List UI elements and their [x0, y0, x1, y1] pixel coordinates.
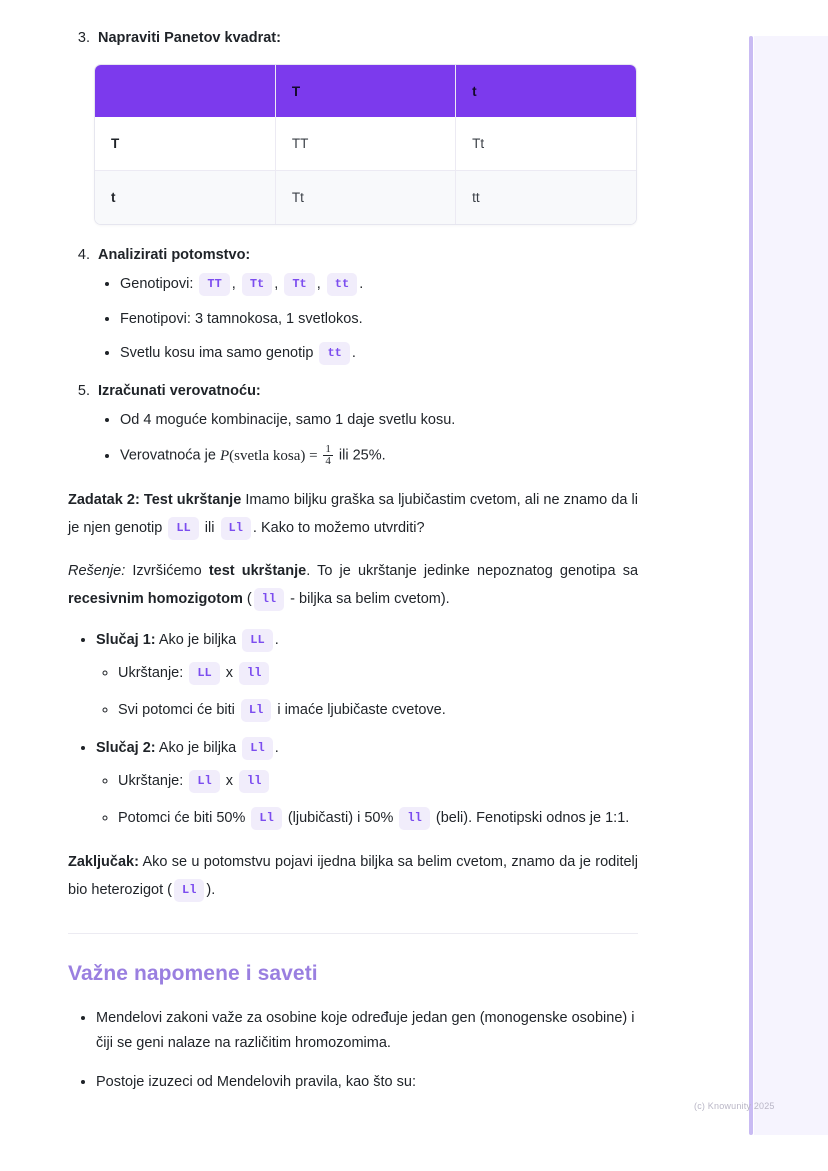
- paren-close: ).: [206, 882, 216, 899]
- list-item-light-hair: [120, 342, 638, 365]
- table-header-t: t: [456, 65, 636, 117]
- offspring-text-post: (beli). Fenotipski odnos je 1:1.: [435, 810, 630, 827]
- case-1-sublist: [96, 662, 638, 722]
- list-item-combinations: • Od 4 moguće kombinacije, samo 1 daje svetlu kosu.: [120, 409, 638, 431]
- table-row: [95, 171, 636, 225]
- table-cell: tt: [456, 171, 636, 225]
- list-item-case-2-offspring: [118, 807, 638, 830]
- table-header-corner: [95, 65, 275, 117]
- conclusion-label: Zaključak:: [68, 854, 139, 871]
- right-side-panel: [754, 36, 828, 1135]
- separator-comma: ,: [274, 276, 279, 292]
- light-hair-text: Svetlu kosu ima samo genotip: [120, 345, 314, 362]
- list-item-case-1-offspring: [118, 699, 638, 722]
- probability-text: Verovatnoća je: [120, 447, 216, 464]
- task2-intro-paragraph: [68, 486, 638, 543]
- table-cell: Tt: [472, 136, 485, 151]
- case-2-period: .: [274, 739, 279, 756]
- code-chip-offspring-b: ll: [399, 807, 429, 830]
- case-1-label: Slučaj 1:: [96, 632, 156, 649]
- sentence-end-period: .: [351, 345, 356, 362]
- copyright-watermark: (c) Knowunity 2025: [694, 1101, 775, 1111]
- code-chip-genotype-tt: tt: [319, 342, 349, 365]
- table-cell: Tt: [275, 171, 455, 225]
- conclusion-text: Ako se u potomstvu pojavi ijedna biljka sa belim cvetom, znamo da je roditelj bio heterozigot: [68, 854, 638, 899]
- math-argument: (svetla kosa): [229, 447, 306, 464]
- fraction-numerator: 1: [325, 442, 331, 455]
- separator-comma: ,: [231, 276, 236, 292]
- punnett-square-table-wrapper: [94, 64, 637, 225]
- scroll-indicator-line[interactable]: [749, 36, 753, 1135]
- task2-intro-text-2: . Kako to možemo utvrditi?: [252, 520, 425, 537]
- case-2-sublist: [96, 770, 638, 830]
- genotypes-label: Genotipovi:: [120, 276, 194, 292]
- conclusion-paragraph: [68, 848, 638, 905]
- paren-open: (: [246, 590, 252, 607]
- notes-section-title: Važne napomene i saveti: [68, 961, 318, 985]
- solution-bold-term-2: recesivnim homozigotom: [68, 590, 243, 607]
- separator-comma: ,: [316, 276, 321, 292]
- table-row: [95, 117, 636, 171]
- step-item-3: [94, 30, 638, 46]
- code-chip-genotype: Tt: [242, 273, 272, 296]
- solution-bold-term: test ukrštanje: [208, 562, 307, 579]
- cross-symbol: x: [225, 665, 233, 682]
- step-4-bullets: [98, 273, 638, 365]
- cross-symbol: x: [225, 772, 233, 789]
- offspring-text: Potomci će biti 50%: [118, 810, 246, 827]
- code-chip-LL: LL: [168, 517, 198, 540]
- table-header-T: T: [275, 65, 455, 117]
- list-item-case-2: [96, 737, 638, 831]
- list-item-phenotypes: • Fenotipovi: 3 tamnokosa, 1 svetlokos.: [120, 308, 638, 330]
- code-chip-case-2-genotype: Ll: [242, 737, 272, 760]
- math-expression-probability: [219, 442, 335, 468]
- step-4-title: Analizirati potomstvo:: [98, 247, 251, 263]
- task2-conjunction: ili: [204, 520, 215, 537]
- code-chip-conclusion-genotype: Ll: [174, 879, 204, 902]
- case-1-period: .: [274, 632, 279, 649]
- code-chip-Ll: Ll: [221, 517, 251, 540]
- case-2-text: Ako je biljka: [158, 739, 237, 756]
- math-equals: =: [309, 447, 318, 464]
- code-chip-offspring: Ll: [241, 699, 271, 722]
- task2-solution-paragraph: [68, 557, 638, 614]
- cross-label: Ukrštanje:: [118, 772, 184, 789]
- code-chip-genotype: Tt: [284, 273, 314, 296]
- solution-text-2: . To je ukrštanje jedinke nepoznatog genotipa sa: [306, 562, 639, 579]
- probability-suffix: ili 25%.: [338, 447, 386, 464]
- code-chip-case-1-genotype: LL: [242, 629, 272, 652]
- table-row-head: t: [95, 171, 275, 225]
- sentence-end-period: .: [359, 276, 364, 292]
- table-header: [95, 65, 636, 117]
- task2-intro-text-1: Imamo biljku graška sa ljubičastim cvetom, ali ne znamo da li je njen genotip: [68, 492, 638, 537]
- steps-list-part-a: [68, 30, 638, 46]
- section-divider: [68, 933, 638, 934]
- paren-open: (: [167, 882, 172, 899]
- step-item-5: [94, 383, 638, 468]
- offspring-text: Svi potomci će biti: [118, 702, 235, 719]
- table-body: [95, 117, 636, 224]
- case-1-text: Ako je biljka: [158, 632, 237, 649]
- case-2-label: Slučaj 2:: [96, 739, 156, 756]
- solution-text-3: - biljka sa belim cvetom).: [290, 590, 450, 607]
- offspring-text-post: i imaće ljubičaste cvetove.: [277, 702, 446, 719]
- offspring-mid-text: (ljubičasti) i 50%: [287, 810, 394, 827]
- code-chip-genotype: tt: [327, 273, 357, 296]
- math-symbol-P: P: [219, 447, 230, 464]
- table-cell: TT: [275, 117, 455, 171]
- step-item-4: [94, 247, 638, 365]
- math-fraction-one-quarter: [323, 444, 333, 468]
- step-5-bullets: [98, 409, 638, 468]
- list-item-case-1: [96, 629, 638, 723]
- list-item-case-1-cross: [118, 662, 638, 685]
- cases-list: [68, 629, 638, 830]
- list-item-case-2-cross: [118, 770, 638, 793]
- code-chip-parent-b: ll: [239, 770, 269, 793]
- list-item-genotypes: [120, 273, 638, 296]
- punnett-square-table: [95, 65, 636, 224]
- list-item-probability: [120, 444, 638, 468]
- cross-label: Ukrštanje:: [118, 665, 184, 682]
- fraction-denominator: 4: [325, 455, 331, 468]
- task2-title: Zadatak 2: Test ukrštanje: [68, 492, 242, 509]
- list-item-note: • Mendelovi zakoni važe za osobine koje određuje jedan gen (monogenske osobine) i čiji se geni nalaze na različitim hromozomima.: [96, 1006, 638, 1056]
- code-chip-ll: ll: [254, 588, 284, 611]
- code-chip-offspring-a: Ll: [251, 807, 281, 830]
- code-chip-parent-b: ll: [239, 662, 269, 685]
- list-item-note: • Postoje izuzeci od Mendelovih pravila, kao što su:: [96, 1070, 638, 1095]
- steps-list-part-b: [68, 247, 638, 468]
- code-chip-parent-a: Ll: [189, 770, 219, 793]
- notes-list: [68, 1006, 638, 1095]
- code-chip-parent-a: LL: [189, 662, 219, 685]
- table-row-head: T: [95, 117, 275, 171]
- code-chip-genotype: TT: [199, 273, 229, 296]
- solution-text-1: Izvršićemo: [132, 562, 202, 579]
- step-3-title: Napraviti Panetov kvadrat:: [98, 30, 281, 46]
- table-header-row: [95, 65, 636, 117]
- solution-label: Rešenje:: [68, 562, 126, 579]
- step-5-title: Izračunati verovatnoću:: [98, 383, 261, 400]
